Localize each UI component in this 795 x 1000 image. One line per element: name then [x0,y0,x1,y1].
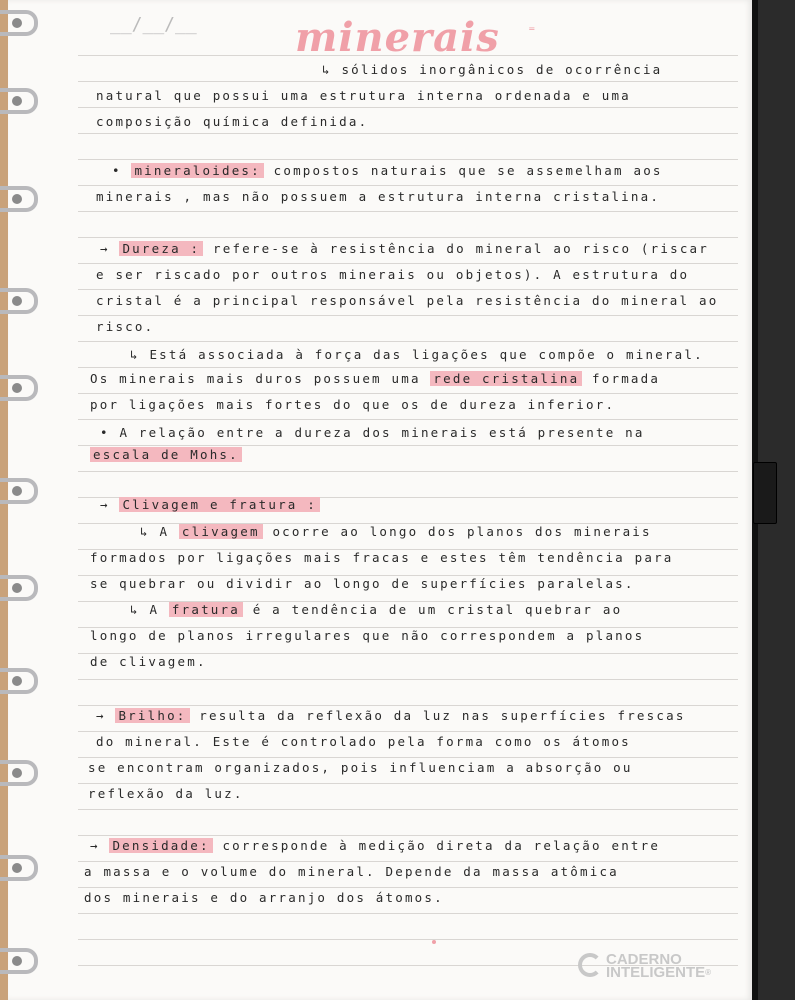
ruled-line [78,445,738,446]
ruled-line [78,939,738,940]
punch-hole [12,194,22,204]
note-line [112,163,663,178]
ruled-line [78,341,738,342]
ruled-line [78,705,738,706]
note-text: é a tendência de um cristal quebrar ao [243,602,623,617]
note-line [84,864,619,879]
note-text: • A relação entre a dureza dos minerais está presente na [100,425,645,440]
note-text: ↳ sólidos inorgânicos de ocorrência [322,62,663,77]
punch-hole [12,383,22,393]
highlighted-term: escala de Mohs. [90,447,242,462]
ruled-line [78,185,738,186]
punch-hole [12,863,22,873]
date-dashes: __/__/__ [110,14,197,35]
note-text: compostos naturais que se assemelham aos [263,163,663,178]
ruled-line [78,887,738,888]
note-text: se encontram organizados, pois influenciam a absorção ou [88,760,633,775]
ruled-line [78,107,738,108]
note-text: → [100,497,120,512]
note-line [96,734,631,749]
punch-hole [12,486,22,496]
highlighted-term: Densidade: [109,838,212,853]
ruled-line [78,913,738,914]
note-line [100,497,320,512]
punch-hole [12,676,22,686]
note-text: Os minerais mais duros possuem uma [90,371,431,386]
logo-line2: INTELIGENTE® [606,964,712,981]
ruled-line [78,81,738,82]
ruled-line [78,211,738,212]
punch-hole [12,296,22,306]
note-text: natural que possui uma estrutura interna ordenada e uma [96,88,631,103]
ruled-line [78,133,738,134]
note-text: refere-se à resistência do mineral ao risco (riscar [203,241,709,256]
note-line [96,319,154,334]
note-line [130,347,704,362]
note-line [90,397,615,412]
highlighted-term: rede cristalina [430,371,582,386]
note-text: se quebrar ou dividir ao longo de superfícies paralelas. [90,576,635,591]
caderno-logo-icon [578,953,602,977]
note-text: → [96,708,116,723]
note-text: dos minerais e do arranjo dos átomos. [84,890,444,905]
note-text: → [90,838,110,853]
note-text: cristal é a principal responsável pela resistência do mineral ao [96,293,719,308]
note-line [96,708,686,723]
ruled-line [78,289,738,290]
highlighted-term: Clivagem e fratura : [119,497,320,512]
highlighted-term: clivagem [179,524,263,539]
page-title: minerais [295,14,500,61]
note-line [90,654,207,669]
note-line [96,189,660,204]
highlighted-term: Brilho: [115,708,189,723]
ruled-line [78,809,738,810]
note-text: → [100,241,120,256]
ruled-line [78,419,738,420]
note-text: a massa e o volume do mineral. Depende da massa atômica [84,864,619,879]
note-text: do mineral. Este é controlado pela forma como os átomos [96,734,631,749]
note-line [96,293,718,308]
note-line [100,425,645,440]
note-text: ocorre ao longo dos planos dos minerais [262,524,652,539]
note-text: resulta da reflexão da luz nas superfícies frescas [189,708,686,723]
ruled-line [78,263,738,264]
caderno-logo [606,953,711,979]
note-text: longo de planos irregulares que não correspondem a planos [90,628,645,643]
note-line [96,267,689,282]
punch-hole [12,768,22,778]
highlighted-term: fratura [169,602,243,617]
ruled-line [78,367,738,368]
note-line [90,371,660,386]
ruled-line [78,159,738,160]
punch-hole [12,583,22,593]
ruled-line [78,757,738,758]
note-text: formada [582,371,661,386]
ruled-line [78,783,738,784]
note-text: ↳ Está associada à força das ligações que compõe o mineral. [130,347,704,362]
note-line [90,628,644,643]
note-line [140,524,652,539]
ruled-line [78,861,738,862]
logo-line1: CADERNO [606,951,682,968]
note-line [96,114,368,129]
note-line [90,447,242,462]
note-line [100,241,709,256]
note-line [88,760,633,775]
note-line [90,550,674,565]
note-text: formados por ligações mais fracas e estes têm tendência para [90,550,674,565]
note-line [88,786,244,801]
ruled-line [78,835,738,836]
punch-hole [12,956,22,966]
highlighted-term: Dureza : [119,241,203,256]
pink-dot [432,940,436,944]
ruled-line [78,315,738,316]
sparkle-icon: ⁼ [527,22,537,41]
ruled-line [78,393,738,394]
note-text: risco. [96,319,155,334]
note-text: • [112,163,132,178]
note-line [322,62,662,77]
punch-hole [12,96,22,106]
note-line [130,602,622,617]
ruled-line [78,471,738,472]
highlighted-term: mineraloides: [131,163,263,178]
note-text: corresponde à medição direta da relação entre [212,838,661,853]
note-text: de clivagem. [90,654,207,669]
ruled-line [78,731,738,732]
note-line [90,838,660,853]
note-text: minerais , mas não possuem a estrutura interna cristalina. [96,189,661,204]
note-text: reflexão da luz. [88,786,244,801]
elastic-band [753,462,777,524]
note-line [84,890,444,905]
note-text: ↳ A [130,602,169,617]
note-text: e ser riscado por outros minerais ou objetos). A estrutura do [96,267,690,282]
note-text: composição química definida. [96,114,369,129]
note-line [96,88,631,103]
ruled-line [78,237,738,238]
punch-hole [12,18,22,28]
note-text: ↳ A [140,524,179,539]
ruled-line [78,679,738,680]
note-text: por ligações mais fortes do que os de dureza inferior. [90,397,616,412]
note-line [90,576,635,591]
